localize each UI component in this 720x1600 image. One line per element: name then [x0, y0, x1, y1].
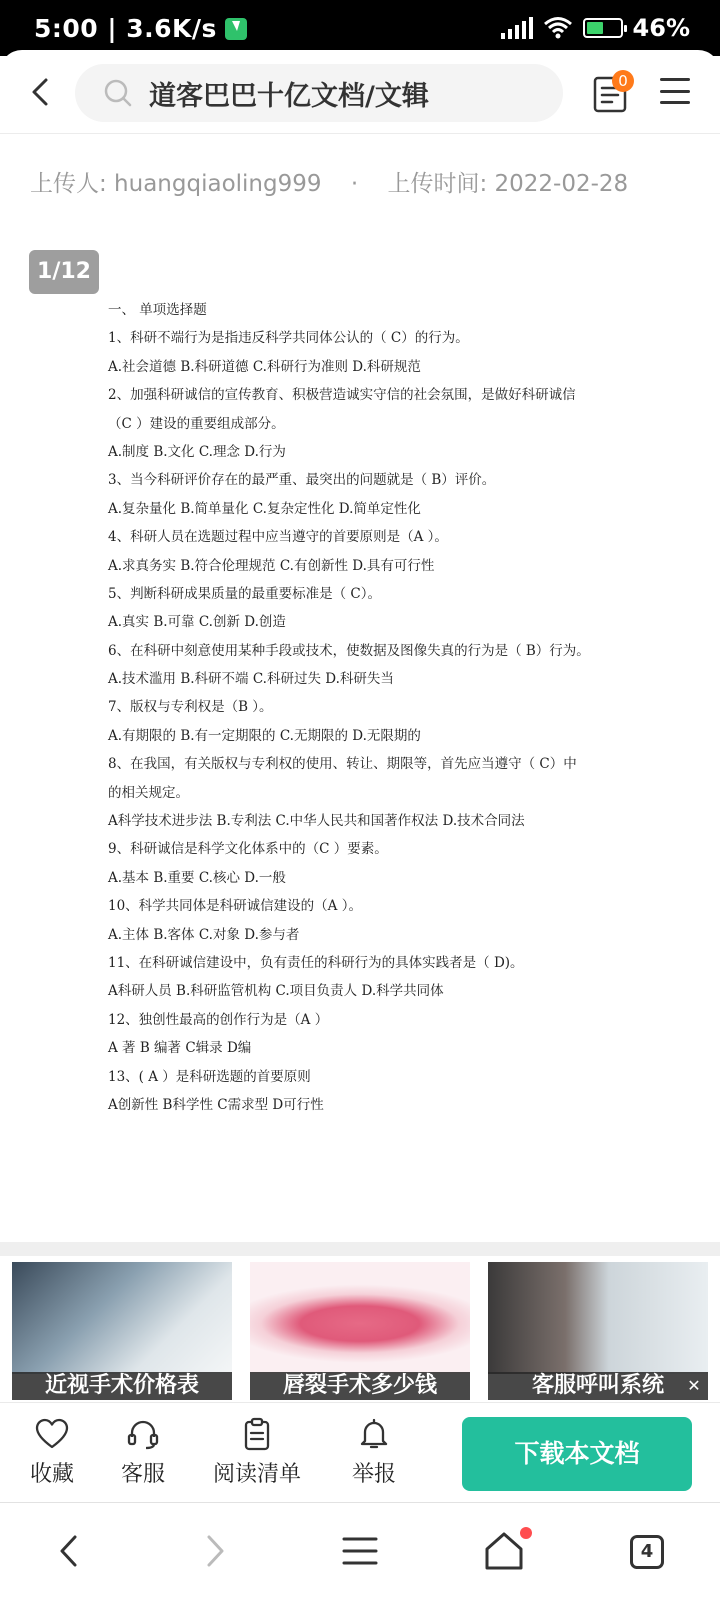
section-divider	[0, 1242, 720, 1256]
document-line: 13、( A ）是科研选题的首要原则	[108, 1068, 311, 1085]
document-line: A科研人员 B.科研监管机构 C.项目负责人 D.科学共同体	[108, 983, 444, 1000]
status-left	[34, 14, 247, 43]
document-line: A.基本 B.重要 C.核心 D.一般	[108, 869, 286, 886]
document-line: 2、加强科研诚信的宣传教育、积极营造诚实守信的社会氛围，是做好科研诚信	[108, 387, 576, 404]
document-line: 12、独创性最高的创作行为是（A ）	[108, 1011, 329, 1028]
document-line: 8、在我国，有关版权与专利权的使用、转让、期限等，首先应当遵守（ C）中	[108, 756, 577, 773]
top-header	[0, 50, 720, 134]
ad-image	[12, 1262, 232, 1374]
search-placeholder: 道客巴巴十亿文档/文辑	[149, 80, 429, 112]
battery-level: 46%	[632, 14, 690, 42]
document-line: A.复杂量化 B.简单量化 C.复杂定性化 D.简单定性化	[108, 500, 421, 517]
document-line: A.制度 B.文化 C.理念 D.行为	[108, 443, 286, 460]
ad-card[interactable]	[250, 1262, 470, 1400]
ad-caption: 唇裂手术多少钱	[250, 1372, 470, 1400]
document-line: A.求真务实 B.符合伦理规范 C.有创新性 D.具有可行性	[108, 557, 435, 574]
upload-info	[30, 165, 628, 198]
document-line: 3、当今科研评价存在的最严重、最突出的问题就是（ B）评价。	[108, 472, 496, 489]
clipboard-icon	[240, 1417, 274, 1451]
bell-icon	[357, 1417, 391, 1451]
document-line: 4、科研人员在选题过程中应当遵守的首要原则是（A ）。	[108, 529, 448, 546]
ad-card[interactable]	[12, 1262, 232, 1400]
status-time-speed: 5:00 | 3.6K/s	[34, 14, 217, 43]
battery-icon	[583, 18, 623, 38]
menu-icon[interactable]	[660, 78, 690, 104]
document-content	[108, 296, 628, 1119]
favorite-label: 收藏	[30, 1462, 75, 1487]
uploader: 上传人: huangqiaoling999	[30, 171, 322, 197]
ad-image	[250, 1262, 470, 1374]
page-indicator: 1/12	[29, 250, 99, 294]
home-notification-dot	[520, 1527, 532, 1539]
reading-list-badge: 0	[612, 70, 634, 92]
favorite-button[interactable]	[30, 1417, 74, 1488]
document-line: 6、在科研中刻意使用某种手段或技术，使数据及图像失真的行为是（ B）行为。	[108, 642, 590, 659]
nav-menu-icon[interactable]	[338, 1529, 382, 1573]
back-arrow-icon[interactable]	[22, 72, 62, 112]
document-line: A创新性 B科学性 C需求型 D可行性	[108, 1096, 324, 1113]
tabs-count-button[interactable]: 4	[630, 1535, 664, 1569]
status-bar	[0, 0, 720, 56]
search-input[interactable]	[75, 64, 563, 122]
reading-list-button[interactable]	[213, 1417, 301, 1488]
ad-caption: 客服呼叫系统	[488, 1372, 708, 1400]
nav-forward-icon[interactable]	[192, 1529, 236, 1573]
document-line: 的相关规定。	[108, 784, 189, 801]
service-label: 客服	[121, 1462, 166, 1487]
ad-card[interactable]	[488, 1262, 708, 1400]
report-button[interactable]	[352, 1417, 396, 1488]
flash-charge-icon	[225, 18, 247, 40]
ad-image	[488, 1262, 708, 1374]
document-line: A.真实 B.可靠 C.创新 D.创造	[108, 614, 286, 631]
status-right	[501, 14, 690, 42]
customer-service-button[interactable]	[121, 1417, 165, 1488]
document-line: 11、在科研诚信建设中，负有责任的科研行为的具体实践者是（ D)。	[108, 954, 524, 971]
browser-nav-bar	[0, 1502, 720, 1600]
reading-list-label: 阅读清单	[213, 1462, 302, 1487]
document-line: A.有期限的 B.有一定期限的 C.无期限的 D.无限期的	[108, 727, 421, 744]
document-line: A 著 B 编著 C辑录 D编	[108, 1040, 252, 1057]
bottom-action-bar	[0, 1402, 720, 1502]
document-line: 5、判断科研成果质量的最重要标准是（ C）。	[108, 585, 381, 602]
document-line: 7、版权与专利权是（B ）。	[108, 699, 273, 716]
headset-icon	[126, 1417, 160, 1451]
nav-back-icon[interactable]	[48, 1529, 92, 1573]
document-line: 10、科学共同体是科研诚信建设的（A ）。	[108, 898, 362, 915]
ad-close-icon[interactable]: ✕	[687, 1376, 701, 1395]
info-separator: ·	[350, 171, 359, 197]
document-line: A.社会道德 B.科研道德 C.科研行为准则 D.科研规范	[108, 358, 421, 375]
document-line: 1、科研不端行为是指违反科学共同体公认的（ C）的行为。	[108, 330, 469, 347]
report-label: 举报	[352, 1462, 397, 1487]
heart-icon	[35, 1417, 69, 1451]
document-line: A科学技术进步法 B.专利法 C.中华人民共和国著作权法 D.技术合同法	[108, 813, 525, 830]
search-icon	[103, 78, 133, 108]
ad-strip	[12, 1262, 708, 1400]
upload-time: 上传时间: 2022-02-28	[387, 171, 629, 197]
wifi-icon	[543, 16, 573, 40]
document-line: A.主体 B.客体 C.对象 D.参与者	[108, 926, 300, 943]
document-line: 9、科研诚信是科学文化体系中的（C ）要素。	[108, 841, 388, 858]
download-document-button[interactable]: 下载本文档	[462, 1417, 692, 1491]
signal-icon	[501, 17, 533, 39]
nav-home-icon[interactable]	[482, 1529, 526, 1573]
document-line: A.技术滥用 B.科研不端 C.科研过失 D.科研失当	[108, 671, 394, 688]
ad-caption: 近视手术价格表	[12, 1372, 232, 1400]
document-line: 一、 单项选择题	[108, 302, 207, 318]
document-line: （C ）建设的重要组成部分。	[108, 415, 285, 432]
